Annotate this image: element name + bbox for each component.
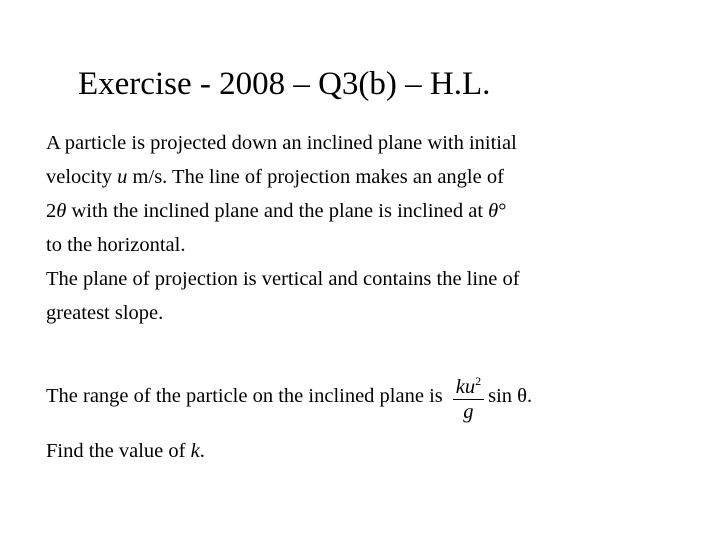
fraction-denominator: g <box>463 400 474 423</box>
coef-2: 2 <box>46 200 57 222</box>
problem-line-2 <box>46 160 646 194</box>
problem-line-6: greatest slope. <box>46 302 164 324</box>
problem-statement <box>46 126 646 468</box>
var-u: u <box>117 166 128 188</box>
text-inclined-at: with the inclined plane and the plane is inclined at <box>66 200 489 222</box>
numerator-ku: ku <box>455 375 476 398</box>
find-end: . <box>199 440 205 462</box>
problem-line-4: to the horizontal. <box>46 234 186 256</box>
text-velocity: velocity <box>46 166 118 188</box>
range-text: The range of the particle on the inclined plane is <box>46 384 443 407</box>
text-projection-angle: m/s. The line of projection makes an angle of <box>127 166 504 188</box>
slide-title: Exercise - 2008 – Q3(b) – H.L. <box>78 66 491 102</box>
problem-line-3 <box>46 194 646 228</box>
fraction-numerator <box>453 369 484 399</box>
problem-line-1: A particle is projected down an inclined plane with initial <box>46 132 517 154</box>
var-theta-2: θ <box>488 200 499 222</box>
numerator-exponent: 2 <box>475 373 482 388</box>
var-k: k <box>190 440 200 462</box>
spacer <box>46 330 646 366</box>
range-statement <box>46 366 646 426</box>
find-statement <box>46 434 646 468</box>
range-fraction <box>453 369 484 424</box>
degree-sign: ° <box>498 200 507 222</box>
find-text: Find the value of <box>46 440 191 462</box>
range-trailing: sin θ. <box>488 384 533 407</box>
problem-line-5: The plane of projection is vertical and contains the line of <box>46 268 520 290</box>
var-theta: θ <box>56 200 67 222</box>
